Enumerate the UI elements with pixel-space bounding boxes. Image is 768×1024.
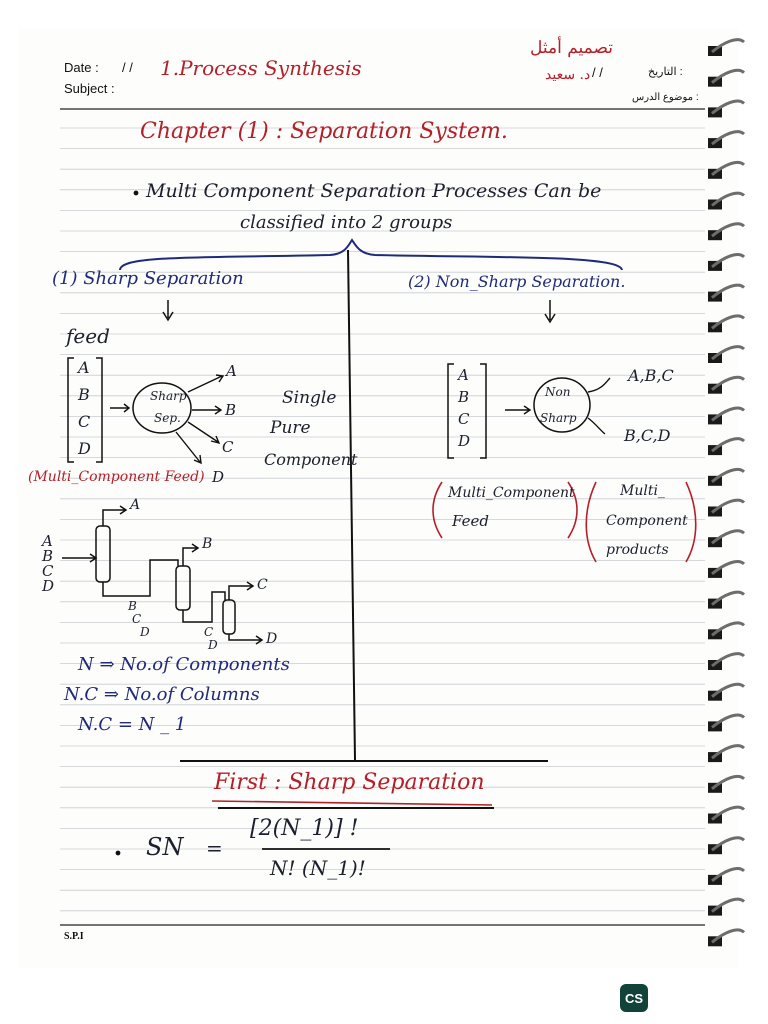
sn-equals: = <box>206 836 223 860</box>
col2-bottom-c: C <box>204 625 214 639</box>
col-top-c: C <box>257 577 268 593</box>
date-slashes: / / <box>122 60 133 75</box>
sharp-node-line2: Sep. <box>154 411 181 425</box>
right-feed-caption-1: Multi_Component <box>448 485 575 501</box>
non-sharp-node-line2: Sharp <box>540 411 577 425</box>
col1-bottom-c: C <box>132 612 142 626</box>
product-caption-1: Multi_ <box>620 483 665 499</box>
column-feed-item-3: D <box>42 577 55 595</box>
column-feed-item-2: C <box>42 562 54 580</box>
column-feed-item-0: A <box>42 532 53 550</box>
course-title: 1.Process Synthesis <box>160 56 362 80</box>
def-n: N ⇒ No.of Components <box>78 654 290 675</box>
non-sharp-node-line1: Non <box>545 385 571 399</box>
intro-line-2: classified into 2 groups <box>240 212 453 233</box>
col2-bottom-d: D <box>208 638 218 652</box>
feed-caption: (Multi_Component Feed) <box>28 469 205 485</box>
side-component: Component <box>264 450 358 469</box>
side-single: Single <box>282 388 337 408</box>
sharp-heading: (1) Sharp Separation <box>52 268 244 289</box>
non-sharp-out-2: B,C,D <box>624 426 671 445</box>
left-feed-item-0: A <box>78 358 90 377</box>
footer-brand: S.P.I <box>64 931 84 942</box>
right-feed-caption-2: Feed <box>452 512 489 530</box>
arabic-date-slashes: / / <box>592 65 603 80</box>
sharp-out-a: A <box>226 362 237 380</box>
sharp-out-c: C <box>222 438 234 456</box>
date-label: Date : <box>64 60 99 75</box>
product-caption-3: products <box>606 542 669 558</box>
arabic-author: د. سعيد <box>545 67 591 83</box>
arabic-course: تصميم أمثل <box>530 38 613 58</box>
left-feed-item-3: D <box>78 439 91 458</box>
col-top-a: A <box>130 497 141 513</box>
def-eq: N.C = N _ 1 <box>78 714 187 735</box>
col-top-b: B <box>202 536 213 552</box>
section-title: First : Sharp Separation <box>214 770 485 795</box>
sharp-out-b: B <box>225 401 237 419</box>
product-caption-2: Component <box>606 513 688 529</box>
sharp-node-line1: Sharp <box>150 389 187 403</box>
arabic-date-label: التاريخ : <box>648 66 683 78</box>
col1-bottom-d: D <box>140 625 150 639</box>
sn-symbol: SN <box>146 833 184 861</box>
right-feed-item-2: C <box>458 410 470 428</box>
sn-numerator: [2(N_1)] ! <box>250 816 359 841</box>
column-feed-item-1: B <box>42 547 54 565</box>
feed-label: feed <box>66 324 110 348</box>
side-pure: Pure <box>270 418 311 438</box>
subject-label: Subject : <box>64 81 115 96</box>
arabic-subject-label: موضوع الدرس : <box>632 92 699 103</box>
sn-denominator: N! (N_1)! <box>270 856 366 880</box>
right-feed-item-0: A <box>458 366 469 384</box>
right-feed-item-1: B <box>458 388 470 406</box>
non-sharp-out-1: A,B,C <box>628 366 674 385</box>
col-top-d: D <box>266 631 278 647</box>
chapter-title: Chapter (1) : Separation System. <box>140 119 508 144</box>
left-feed-item-1: B <box>78 385 90 404</box>
non-sharp-heading: (2) Non_Sharp Separation. <box>408 272 626 291</box>
col1-bottom-b: B <box>128 599 137 613</box>
camscanner-badge[interactable]: CS <box>620 984 648 1012</box>
right-feed-item-3: D <box>458 432 471 450</box>
def-nc: N.C ⇒ No.of Columns <box>64 684 260 705</box>
left-feed-item-2: C <box>78 412 91 431</box>
intro-line-1: Multi Component Separation Processes Can be <box>146 180 602 202</box>
sharp-out-d: D <box>212 468 225 486</box>
